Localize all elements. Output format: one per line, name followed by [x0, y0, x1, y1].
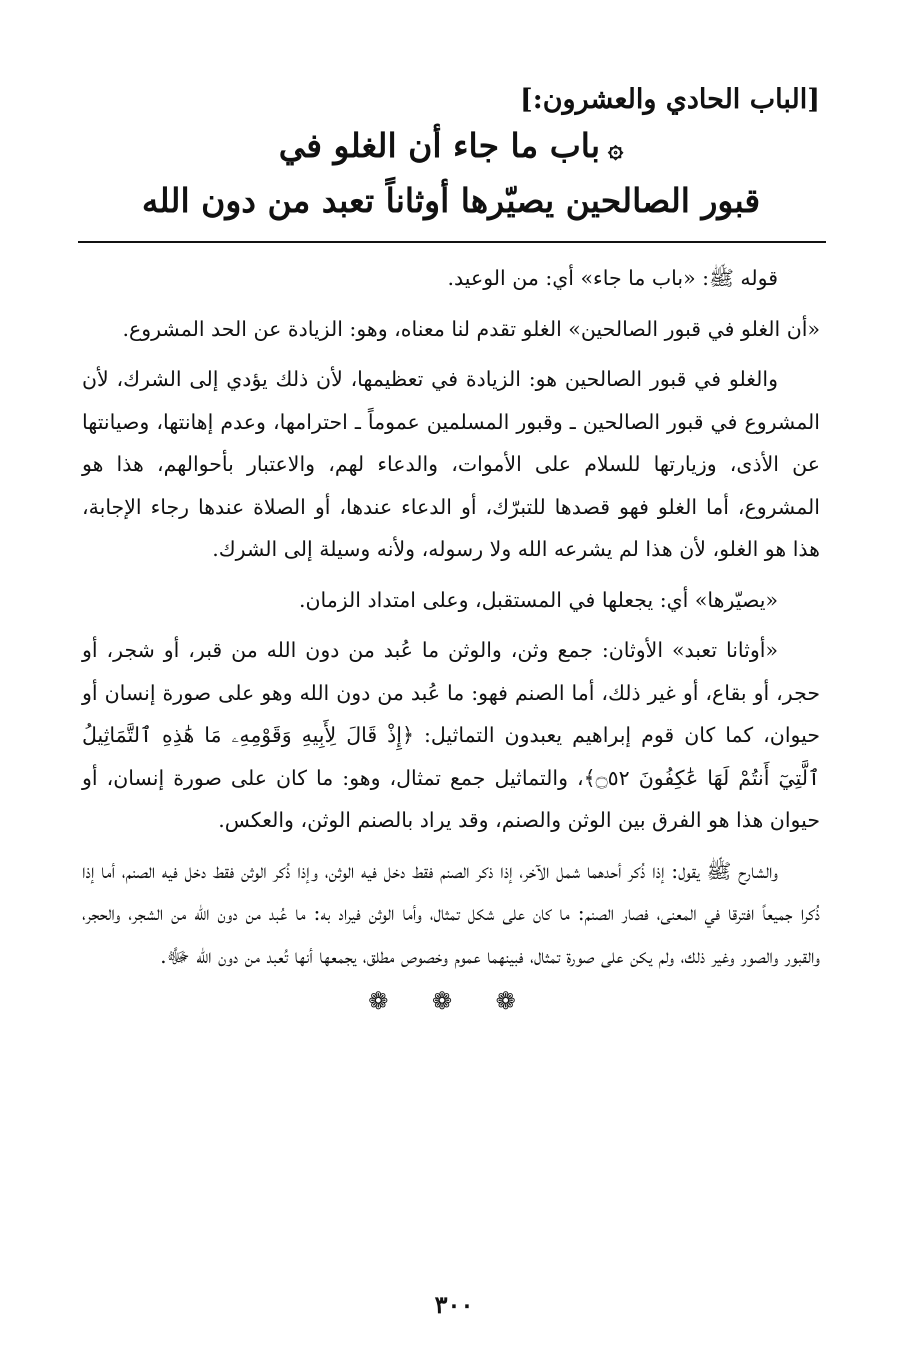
chapter-label: [الباب الحادي والعشرون:]: [519, 84, 820, 115]
heading-line-1: [82, 120, 820, 175]
section-end-ornaments: ❁ ❁ ❁: [368, 987, 534, 1015]
chapter-heading: [82, 120, 820, 227]
page-number: ٣٠٠: [434, 1290, 474, 1319]
paragraph-1: قوله ﷺ: «باب ما جاء» أي: من الوعيد.: [447, 266, 778, 290]
paragraph-3: والغلو في قبور الصالحين هو: الزيادة في تعظيمها، لأن ذلك يؤدي إلى الشرك، لأن المشروع في قبور الصالحين ـ وقبور المسلمين عموماً ـ احترامها، وعدم إهانتها، وصيانتها عن الأذى، وزيارتها للسلام على الأموات، والدعاء لهم، والاعتبار بأحوالهم، هذا هو المشروع، أما الغلو فهو قصدها للتبرّك، أو الدعاء عندها، أو الصلاة عندها رجاء الإجابة، هذا هو الغلو، لأن هذا لم يشرعه الله ولا رسوله، ولأنه وسيلة إلى الشرك.: [82, 367, 820, 561]
heading-divider: [78, 241, 826, 243]
paragraph-4: «يصيّرها» أي: يجعلها في المستقبل، وعلى امتداد الزمان.: [298, 587, 778, 612]
heading-line-1-text: باب ما جاء أن الغلو في: [278, 126, 601, 165]
paragraph-6: والشارح ﷺ يقول: إذا ذُكر أحدهما شمل الآخر، إذا ذكر الصنم فقط دخل فيه الوثن، وإذا ذُكر الوثن فقط دخل فيه الصنم، أما إذا ذُكرا جميعاً افترقا في المعنى، فصار الصنم: ما كان على شكل تمثال، وأما الوثن فيراد به: ما عُبد من دون الله من الشجر، والحجر، والقبور والصور وغير ذلك، ولم يكن على صورة تمثال، فبينهما عموم وخصوص مطلق، يجمعها أنها تُعبد من دون الله ﷻ.: [82, 858, 821, 968]
flower-ornament-icon: ۞: [608, 134, 624, 164]
paragraph-5: «أوثانا تعبد» الأوثان: جمع وثن، والوثن ما عُبد من دون الله من قبر، أو شجر، أو حجر، أو بقاع، أو غير ذلك، أما الصنم فهو: ما عُبد من دون الله وهو على صورة إنسان أو حيوان، كما كان قوم إبراهيم يعبدون التماثيل: ﴿إِذْ قَالَ لِأَبِيهِ وَقَوْمِهِۦ مَا هَٰذِهِ ٱلتَّمَاثِيلُ ٱلَّتِيٓ أَنتُمْ لَهَا عَٰكِفُونَ ۝٥٢﴾، والتماثيل جمع تمثال، وهو: ما كان على صورة إنسان، أو حيوان هذا هو الفرق بين الوثن والصنم، وقد يراد بالصنم الوثن، والعكس.: [82, 638, 820, 832]
heading-line-2: قبور الصالحين يصيّرها أوثاناً تعبد من دون الله: [141, 181, 761, 220]
paragraph-2: «أن الغلو في قبور الصالحين» الغلو تقدم لنا معناه، وهو: الزيادة عن الحد المشروع.: [122, 316, 820, 341]
